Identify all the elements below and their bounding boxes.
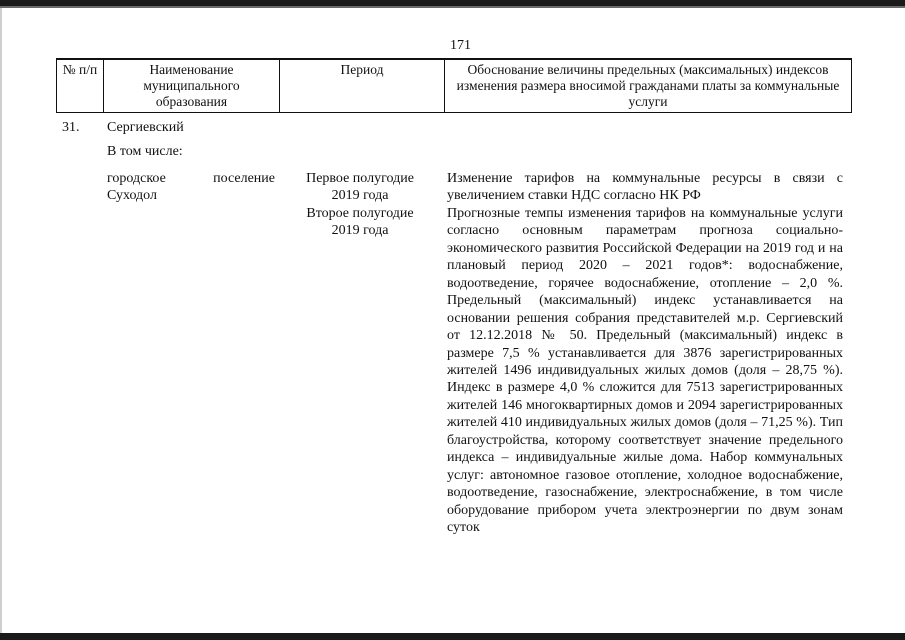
settlement-type: городское: [107, 171, 166, 186]
header-col-municipality: Наименование муниципального образования: [104, 59, 280, 113]
header-col-number: № п/п: [57, 59, 104, 113]
period-second-half-year: 2019 года: [331, 223, 389, 238]
settlement-title: Суходол: [107, 188, 157, 203]
header-col-justification: Обоснование величины предельных (максимальных) индексов изменения размера вносимой гражданами платы за коммунальные услуги: [445, 59, 852, 113]
period-first-half-label: Первое полугодие: [306, 171, 414, 186]
scan-border-left: [0, 8, 2, 634]
page-number: 171: [450, 38, 471, 53]
scan-border-bottom: [0, 633, 905, 640]
including-label: В том числе:: [107, 144, 183, 159]
justification-second-half: Прогнозные темпы изменения тарифов на коммунальные услуги согласно основным параметрам прогноза социально-экономического развития Российской Федерации на 2019 год и на плановый период 2020 – 2021 годов*: водоснабжение, водоотведение, горячее водоснабжение, отопление – 2,0 %. Предельный (максимальный) индекс устанавливается на основании решения собрания представителей м.р. Сергиевский от 12.12.2018 № 50. Предельный (максимальный) индекс в размере 7,5 % устанавливается для 3876 зарегистрированных жителей 1496 индивидуальных жилых домов (доля – 28,75 %). Индекс в размере 4,0 % сложится для 7513 зарегистрированных жителей 146 многоквартирных домов и 2094 зарегистрированных жителей 410 индивидуальных жилых домов (доля – 71,25 %). Тип благоустройства, которому соответствует значение предельного индекса – индивидуальные жилые дома. Набор коммунальных услуг: автономное газовое отопление, холодное водоснабжение, водоотведение, газоснабжение, электроснабжение, в том числе оборудование прибором учета электроэнергии по двум зонам суток: [447, 205, 843, 536]
settlement-name: [107, 170, 275, 204]
period-second-half-label: Второе полугодие: [306, 206, 414, 221]
period-second-half: [296, 205, 424, 239]
municipality-name: Сергиевский: [107, 120, 184, 135]
header-col-period: Период: [280, 59, 445, 113]
period-first-half-year: 2019 года: [331, 188, 389, 203]
table-header: [56, 58, 852, 113]
row-number: 31.: [62, 120, 80, 135]
scan-border-top-shadow: [0, 6, 905, 8]
justification-first-half: Изменение тарифов на коммунальные ресурсы в связи с увеличением ставки НДС согласно НК РФ: [447, 171, 843, 204]
settlement-kind: поселение: [213, 171, 275, 186]
justification-text: [447, 170, 843, 537]
period-first-half: [296, 170, 424, 204]
